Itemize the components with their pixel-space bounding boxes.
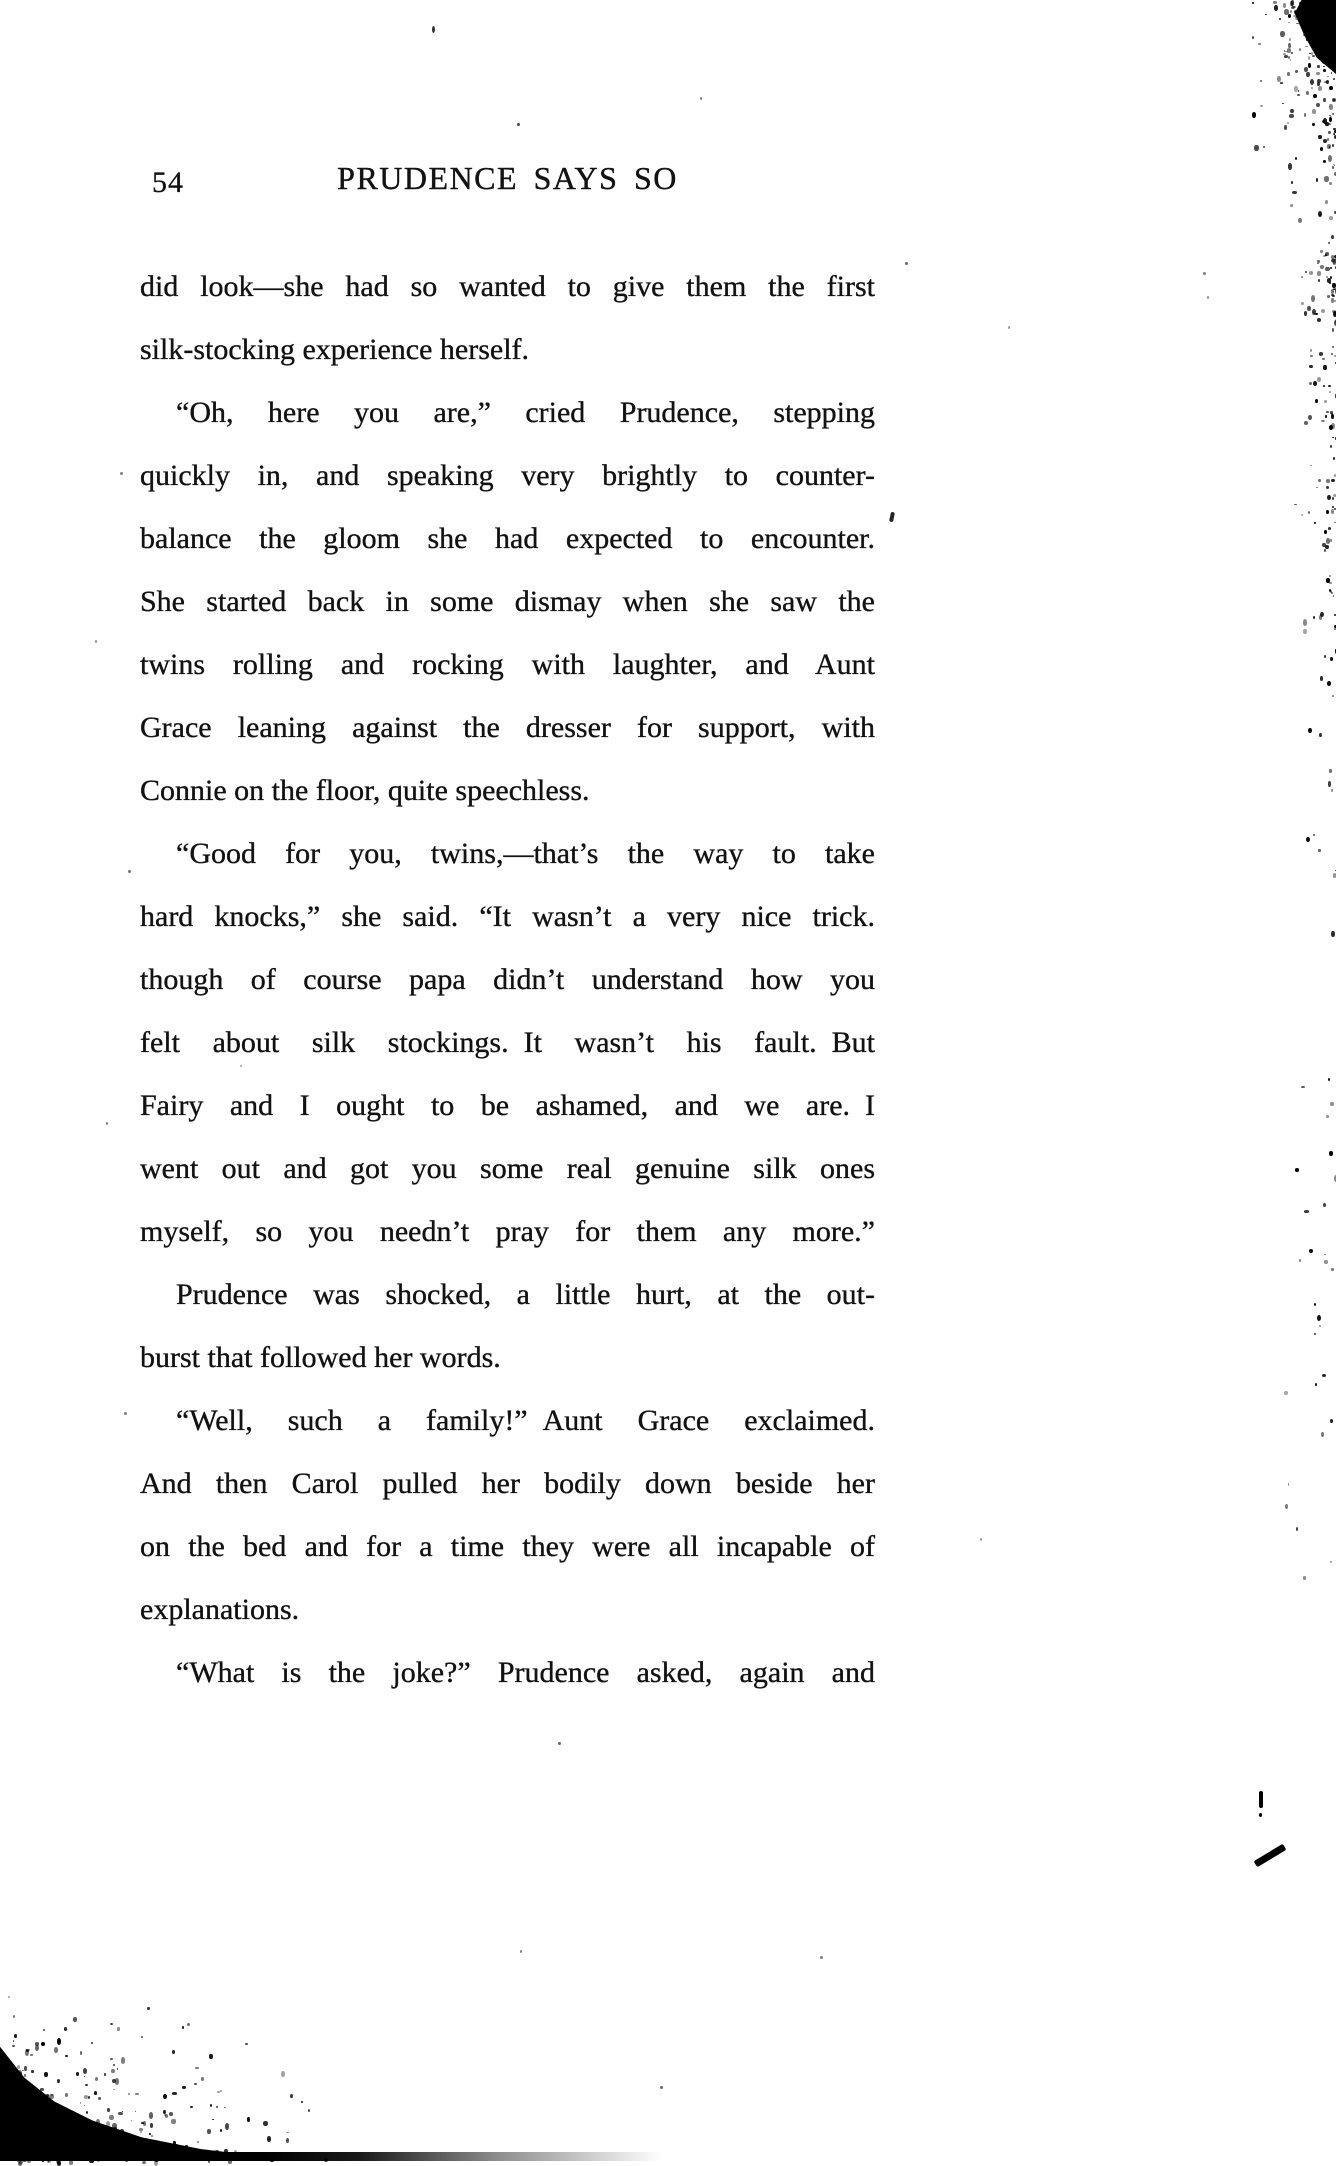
body-lines xyxy=(140,255,875,1704)
body-line: did look—she had so wanted to give them the first xyxy=(140,270,875,303)
body-line: balance the gloom she had expected to encounter. xyxy=(140,522,875,555)
body-line: “What is the joke?” Prudence asked, again and xyxy=(176,1656,875,1689)
ink-speck xyxy=(95,640,97,643)
body-line: felt about silk stockings. It wasn’t his fault. But xyxy=(140,1026,875,1059)
scan-smudge-bottom-left xyxy=(0,2042,272,2161)
body-line: Connie on the floor, quite speechless. xyxy=(140,774,590,807)
body-line: Fairy and I ought to be ashamed, and we are. I xyxy=(140,1089,875,1122)
running-head-title: PRUDENCE SAYS SO xyxy=(337,160,678,196)
body-line: myself, so you needn’t pray for them any more.” xyxy=(140,1215,875,1248)
body-line: on the bed and for a time they were all incapable of xyxy=(140,1530,875,1563)
body-line: twins rolling and rocking with laughter, and Aunt xyxy=(140,648,875,681)
ink-speck xyxy=(1008,326,1010,329)
ink-speck xyxy=(889,512,895,523)
body-line: went out and got you some real genuine silk ones xyxy=(140,1152,875,1185)
body-line: “Oh, here you are,” cried Prudence, stepping xyxy=(176,396,875,429)
ink-speck xyxy=(517,123,520,126)
exclamation-artifact-dot xyxy=(1259,1813,1262,1817)
scan-smudge-bottom-bar xyxy=(0,2152,690,2161)
scan-corner-blot-top-right xyxy=(1288,0,1336,74)
scan-noise-right-edge xyxy=(1292,250,1336,1070)
body-line: Prudence was shocked, a little hurt, at the out- xyxy=(176,1278,875,1311)
page-number: 54 xyxy=(152,166,184,199)
ink-speck xyxy=(432,26,435,33)
body-line: “Good for you, twins,—that’s the way to take xyxy=(176,837,875,870)
body-line: explanations. xyxy=(140,1593,300,1626)
ink-speck xyxy=(1207,296,1209,299)
ink-speck xyxy=(128,870,131,873)
ink-speck xyxy=(660,2086,663,2089)
exclamation-artifact xyxy=(1259,1791,1263,1808)
page-header xyxy=(140,160,875,204)
ink-speck xyxy=(520,1950,522,1953)
body-line: Grace leaning against the dresser for support, with xyxy=(140,711,875,744)
ink-speck xyxy=(905,262,908,265)
ink-speck xyxy=(980,1538,982,1541)
ink-speck xyxy=(120,472,123,475)
ink-speck xyxy=(1203,272,1206,275)
ink-speck xyxy=(820,1956,823,1959)
ink-speck xyxy=(558,1742,561,1745)
body-line: She started back in some dismay when she saw the xyxy=(140,585,875,618)
body-line: quickly in, and speaking very brightly to counter- xyxy=(140,459,875,492)
scan-noise-right-edge-lower xyxy=(1284,1060,1336,1580)
ink-speck xyxy=(700,97,702,100)
ink-speck xyxy=(240,1065,242,1067)
body-line: silk-stocking experience herself. xyxy=(140,333,530,366)
slash-artifact xyxy=(1254,1844,1287,1868)
ink-speck xyxy=(124,1412,127,1415)
body-line: “Well, such a family!” Aunt Grace exclaimed. xyxy=(176,1404,875,1437)
body-line: burst that followed her words. xyxy=(140,1341,501,1374)
body-line: though of course papa didn’t understand how you xyxy=(140,963,875,996)
body-line: hard knocks,” she said. “It wasn’t a very nice trick. xyxy=(140,900,875,933)
body-line: And then Carol pulled her bodily down beside her xyxy=(140,1467,875,1500)
ink-speck xyxy=(106,1122,108,1125)
